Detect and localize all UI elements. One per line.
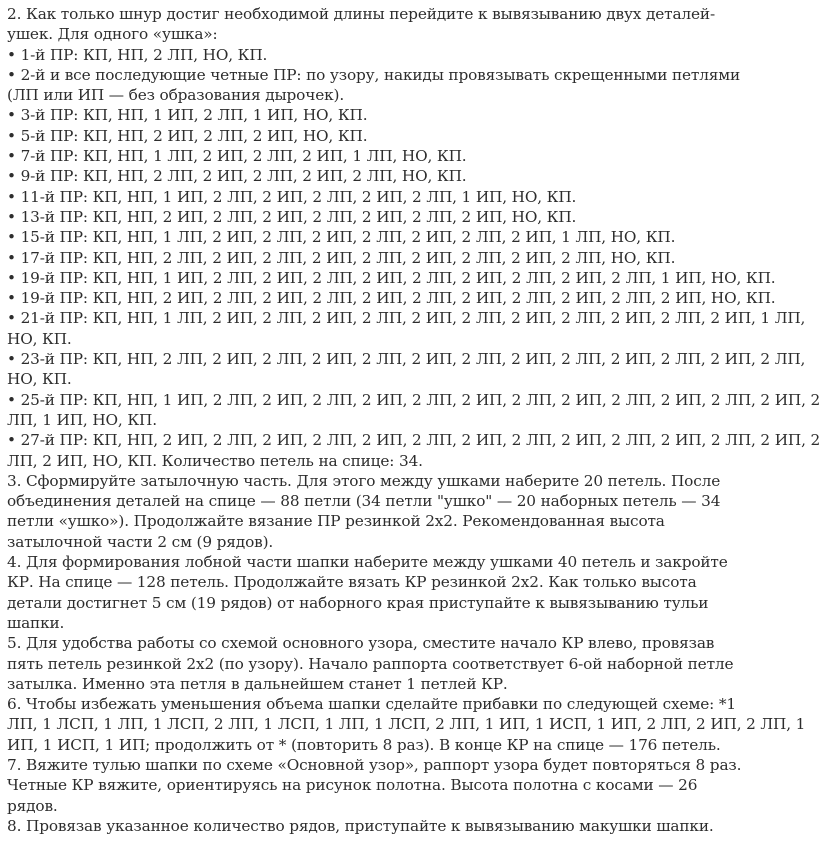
text-line: ЛП, 1 ИП, НО, КП.	[7, 410, 157, 429]
text-line: (ЛП или ИП — без образования дырочек).	[7, 86, 345, 105]
text-line: 6. Чтобы избежать уменьшения объема шапки сделайте прибавки по следующей схеме: *1	[7, 695, 736, 714]
text-line: • 15-й ПР: КП, НП, 1 ЛП, 2 ИП, 2 ЛП, 2 ИП, 2 ЛП, 2 ИП, 2 ЛП, 2 ИП, 1 ЛП, НО, КП.	[7, 228, 676, 247]
text-line: • 27-й ПР: КП, НП, 2 ИП, 2 ЛП, 2 ИП, 2 ЛП, 2 ИП, 2 ЛП, 2 ИП, 2 ЛП, 2 ИП, 2 ЛП, 2 ИП, 2 ЛП, 2 ИП, 2	[7, 431, 820, 450]
text-line: 3. Сформируйте затылочную часть. Для этого между ушками наберите 20 петель. После	[7, 471, 721, 490]
text-line: НО, КП.	[7, 370, 72, 389]
text-line: • 19-й ПР: КП, НП, 1 ИП, 2 ЛП, 2 ИП, 2 ЛП, 2 ИП, 2 ЛП, 2 ИП, 2 ЛП, 2 ИП, 2 ЛП, 1 ИП, НО, КП.	[7, 268, 776, 287]
text-line: шапки.	[7, 613, 65, 632]
text-line: КР. На спице — 128 петель. Продолжайте вязать КР резинкой 2х2. Как только высота	[7, 573, 697, 592]
text-line: • 13-й ПР: КП, НП, 2 ИП, 2 ЛП, 2 ИП, 2 ЛП, 2 ИП, 2 ЛП, 2 ИП, НО, КП.	[7, 207, 577, 226]
text-line: 5. Для удобства работы со схемой основного узора, сместите начало КР влево, провязав	[7, 634, 715, 653]
text-line: • 3-й ПР: КП, НП, 1 ИП, 2 ЛП, 1 ИП, НО, КП.	[7, 106, 368, 125]
text-line: • 9-й ПР: КП, НП, 2 ЛП, 2 ИП, 2 ЛП, 2 ИП, 2 ЛП, НО, КП.	[7, 167, 467, 186]
text-line: Четные КР вяжите, ориентируясь на рисунок полотна. Высота полотна с косами — 26	[7, 776, 698, 795]
text-line: затылочной части 2 см (9 рядов).	[7, 532, 274, 551]
text-line: • 2-й и все последующие четные ПР: по узору, накиды провязывать скрещенными петлями	[7, 65, 741, 84]
text-line: • 21-й ПР: КП, НП, 1 ЛП, 2 ИП, 2 ЛП, 2 ИП, 2 ЛП, 2 ИП, 2 ЛП, 2 ИП, 2 ЛП, 2 ИП, 2 ЛП, 2 ИП, 1 ЛП,	[7, 309, 806, 328]
text-line: 2. Как только шнур достиг необходимой длины перейдите к вывязыванию двух деталей-	[7, 5, 715, 23]
text-line: • 25-й ПР: КП, НП, 1 ИП, 2 ЛП, 2 ИП, 2 ЛП, 2 ИП, 2 ЛП, 2 ИП, 2 ЛП, 2 ИП, 2 ЛП, 2 ИП, 2 ЛП, 2 ИП, 2	[7, 390, 820, 409]
text-line: затылка. Именно эта петля в дальнейшем станет 1 петлей КР.	[7, 674, 508, 693]
text-line: рядов.	[7, 796, 58, 815]
text-line: 8. Провязав указанное количество рядов, приступайте к вывязыванию макушки шапки.	[7, 816, 714, 835]
text-line: НО, КП.	[7, 329, 72, 348]
text-line: пять петель резинкой 2х2 (по узору). Начало раппорта соответствует 6-ой наборной петле	[7, 654, 734, 673]
text-line: • 7-й ПР: КП, НП, 1 ЛП, 2 ИП, 2 ЛП, 2 ИП, 1 ЛП, НО, КП.	[7, 147, 467, 166]
text-line: • 19-й ПР: КП, НП, 2 ИП, 2 ЛП, 2 ИП, 2 ЛП, 2 ИП, 2 ЛП, 2 ИП, 2 ЛП, 2 ИП, 2 ЛП, 2 ИП, НО, КП.	[7, 289, 776, 308]
text-line: • 23-й ПР: КП, НП, 2 ЛП, 2 ИП, 2 ЛП, 2 ИП, 2 ЛП, 2 ИП, 2 ЛП, 2 ИП, 2 ЛП, 2 ИП, 2 ЛП, 2 ИП, 2 ЛП,	[7, 350, 806, 369]
text-line: • 17-й ПР: КП, НП, 2 ЛП, 2 ИП, 2 ЛП, 2 ИП, 2 ЛП, 2 ИП, 2 ЛП, 2 ИП, 2 ЛП, НО, КП.	[7, 248, 676, 267]
text-line: • 1-й ПР: КП, НП, 2 ЛП, НО, КП.	[7, 45, 268, 64]
text-line: детали достигнет 5 см (19 рядов) от наборного края приступайте к вывязыванию тульи	[7, 593, 709, 612]
text-line: • 11-й ПР: КП, НП, 1 ИП, 2 ЛП, 2 ИП, 2 ЛП, 2 ИП, 2 ЛП, 1 ИП, НО, КП.	[7, 187, 577, 206]
text-line: • 5-й ПР: КП, НП, 2 ИП, 2 ЛП, 2 ИП, НО, КП.	[7, 126, 368, 145]
text-line: ИП, 1 ИСП, 1 ИП; продолжить от * (повторить 8 раз). В конце КР на спице — 176 петель.	[7, 735, 721, 754]
text-line: 4. Для формирования лобной части шапки наберите между ушками 40 петель и закройте	[7, 553, 728, 572]
text-line: ушек. Для одного «ушка»:	[7, 25, 218, 44]
text-line: 7. Вяжите тулью шапки по схеме «Основной узор», раппорт узора будет повторяться 8 раз.	[7, 755, 742, 774]
text-line: объединения деталей на спице — 88 петли (34 петли "ушко" — 20 наборных петель — 34	[7, 492, 721, 511]
text-line: ЛП, 2 ИП, НО, КП. Количество петель на спице: 34.	[7, 451, 423, 470]
text-line: петли «ушко»). Продолжайте вязание ПР резинкой 2х2. Рекомендованная высота	[7, 512, 665, 531]
text-line: ЛП, 1 ЛСП, 1 ЛП, 1 ЛСП, 2 ЛП, 1 ЛСП, 1 ЛП, 1 ЛСП, 2 ЛП, 1 ИП, 1 ИСП, 1 ИП, 2 ЛП, 2 ИП, 2 ЛП, 1	[7, 715, 806, 734]
